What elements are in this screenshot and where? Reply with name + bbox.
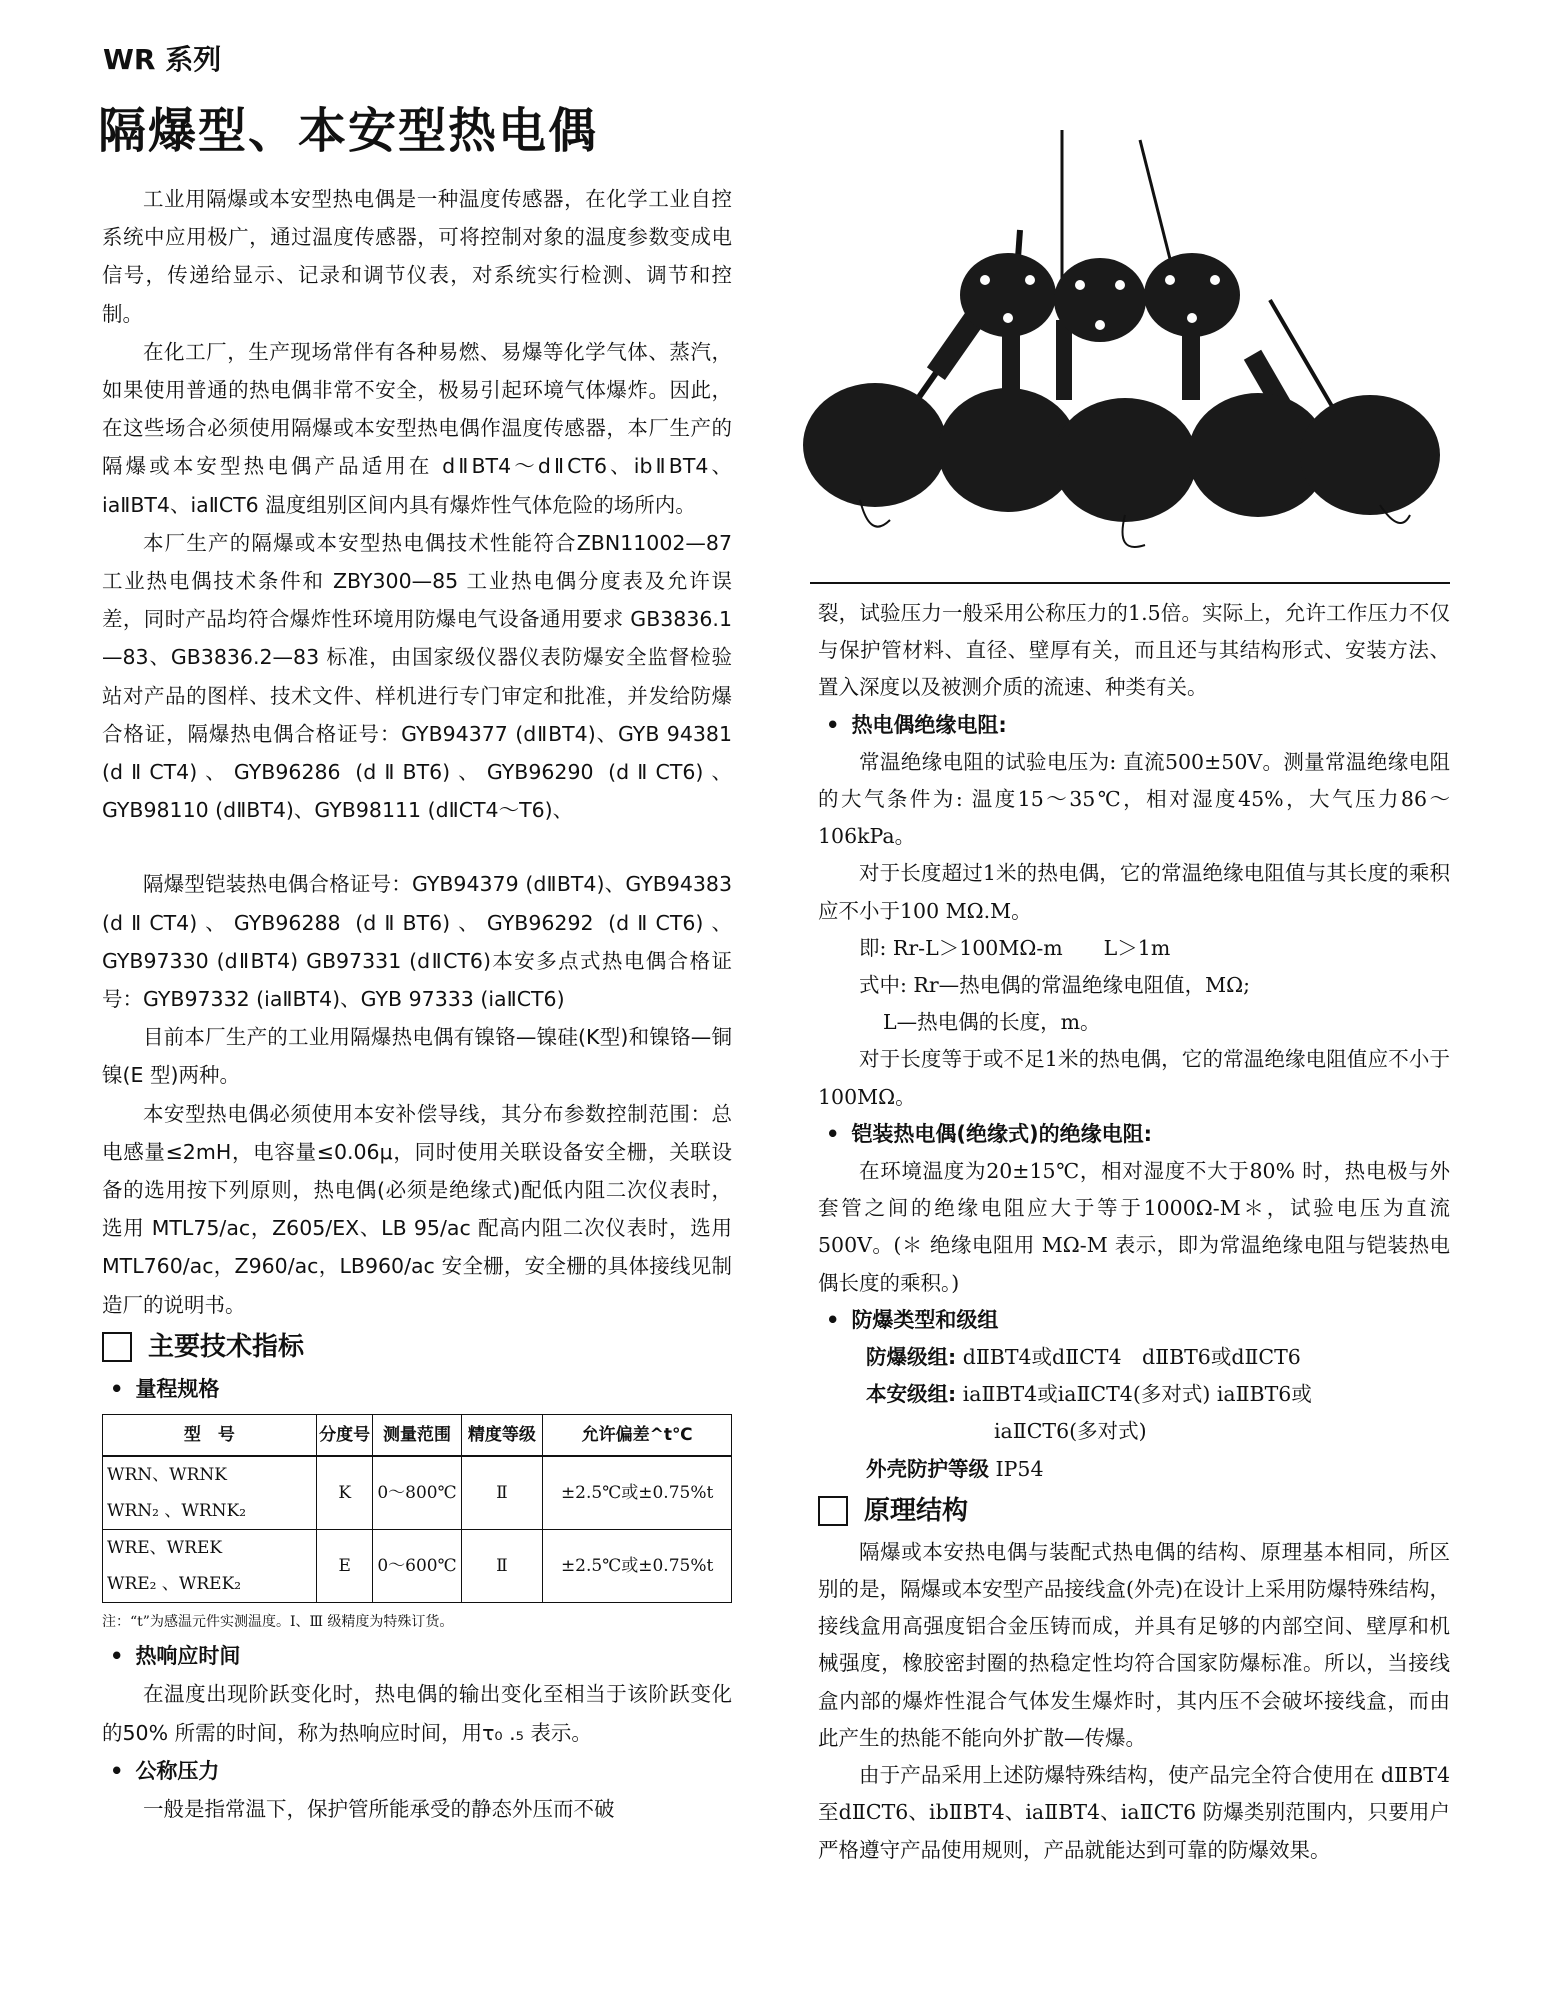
armored-cert-paragraph: 隔爆型铠装热电偶合格证号：GYB94379 (dⅡBT4)、GYB94383 (dⅡCT4)、GYB96288 (dⅡBT6)、GYB96292 (dⅡCT6)、GYB97330 (dⅡBT4) GB97331 (dⅡCT6)本安多点式热电偶合格证号：GYB97332 (iaⅡBT4)、GYB 97333 (iaⅡCT6) <box>102 872 732 1012</box>
formula-line: 即: Rr-L＞100MΩ-m L＞1m <box>859 935 1171 960</box>
insulation-paragraph: 常温绝缘电阻的试验电压为: 直流500±50V。测量常温绝缘电阻的大气条件为: 温度15～35℃，相对湿度45%，大气压力86～106kPa。 <box>818 749 1450 849</box>
intro-paragraph: 工业用隔爆或本安型热电偶是一种温度传感器，在化学工业自控系统中应用极广，通过温度传感器，可将控制对象的温度参数变成电信号，传递给显示、记录和调节仪表，对系统实行检测、调节和控制。 <box>102 187 732 326</box>
bullet-insulation: • 热电偶绝缘电阻: <box>826 712 1007 737</box>
short-length-paragraph: 对于长度等于或不足1米的热电偶，它的常温绝缘电阻值应不小于100MΩ。 <box>818 1047 1450 1109</box>
armored-paragraph: 在环境温度为20±15℃，相对湿度不大于80% 时，热电极与外套管之间的绝缘电阻应大于等于1000Ω-M＊，试验电压为直流500V。(＊ 绝缘电阻用 MΩ-M 表示，即为常温绝缘电阻与铠装热电偶长度的乘积。) <box>818 1159 1450 1295</box>
table-header: 型 号 <box>103 1415 317 1457</box>
column-divider <box>810 582 1450 584</box>
response-paragraph: 在温度出现阶跃变化时，热电偶的输出变化至相当于该阶跃变化的50% 所需的时间，称为热响应时间，用τ₀ .₅ 表示。 <box>102 1682 732 1745</box>
checkbox-square-icon <box>818 1496 848 1526</box>
page-title: 隔爆型、本安型热电偶 <box>98 103 599 159</box>
table-note: 注：“t”为感温元件实测温度。Ⅰ、Ⅲ 级精度为特殊订货。 <box>102 1614 454 1631</box>
table-header: 测量范围 <box>373 1415 461 1457</box>
product-photo <box>780 120 1470 560</box>
series-label: WR 系列 <box>103 43 222 76</box>
intrinsic-grade-line-2: iaⅡCT6(多对式) <box>994 1419 1147 1444</box>
formula-where: 式中: Rr—热电偶的常温绝缘电阻值，MΩ; <box>859 973 1251 998</box>
table-row: WRN、WRNK WRN₂ 、WRNK₂ K 0～800℃ Ⅱ ±2.5℃或±0.75%t <box>103 1456 732 1530</box>
intrinsic-grade-line: 本安级组: iaⅡBT4或iaⅡCT4(多对式) iaⅡBT6或 <box>866 1382 1312 1407</box>
bullet-range: • 量程规格 <box>110 1376 220 1401</box>
pressure-continued: 裂，试验压力一般采用公称压力的1.5倍。实际上，允许工作压力不仅与保护管材料、直径、壁厚有关，而且还与其结构形式、安装方法、置入深度以及被测介质的流速、种类有关。 <box>818 601 1450 700</box>
table-header: 分度号 <box>316 1415 373 1457</box>
table-header: 精度等级 <box>461 1415 543 1457</box>
spec-table <box>102 1414 732 1603</box>
conclusion-paragraph: 由于产品采用上述防爆特殊结构，使产品完全符合使用在 dⅡBT4 至dⅡCT6、ibⅡBT4、iaⅡBT4、iaⅡCT6 防爆类别范围内，只要用户严格遵守产品使用规则，产品就能达到可靠的防爆效果。 <box>818 1763 1450 1862</box>
section-heading-specs: 主要技术指标 <box>102 1324 732 1370</box>
structure-paragraph: 隔爆或本安热电偶与装配式热电偶的结构、原理基本相同，所区别的是，隔爆或本安型产品接线盒(外壳)在设计上采用防爆特殊结构，接线盒用高强度铝合金压铸而成，并具有足够的内部空间、壁厚和机械强度，橡胶密封圈的热稳定性均符合国家防爆标准。所以，当接线盒内部的爆炸性混合气体发生爆炸时，其内压不会破坏接线盒，而由此产生的热能不能向外扩散—传爆。 <box>818 1539 1450 1750</box>
hazard-paragraph: 在化工厂，生产现场常伴有各种易燃、易爆等化学气体、蒸汽，如果使用普通的热电偶非常不安全，极易引起环境气体爆炸。因此，在这些场合必须使用隔爆或本安型热电偶作温度传感器，本厂生产的隔爆或本安型热电偶产品适用在 dⅡBT4～dⅡCT6、ibⅡBT4、iaⅡBT4、iaⅡCT6 温度组别区间内具有爆炸性气体危险的场所内。 <box>102 339 732 517</box>
bullet-pressure: • 公称压力 <box>110 1758 220 1783</box>
explosion-grade-line: 防爆级组: dⅡBT4或dⅡCT4 dⅡBT6或dⅡCT6 <box>866 1345 1301 1370</box>
bullet-explosion: • 防爆类型和级组 <box>826 1307 999 1332</box>
pressure-paragraph: 一般是指常温下，保护管所能承受的静态外压而不破 <box>143 1796 615 1821</box>
right-column <box>818 595 1450 1869</box>
standards-paragraph: 本厂生产的隔爆或本安型热电偶技术性能符合ZBN11002—87 工业热电偶技术条件和 ZBY300—85 工业热电偶分度表及允许误差，同时产品均符合爆炸性环境用防爆电气设备通用要求 GB3836.1—83、GB3836.2—83 标准，由国家级仪器仪表防爆安全监督检验站对产品的图样、技术文件、样机进行专门审定和批准，并发给防爆合格证，隔爆热电偶合格证号：GYB94377 (dⅡBT4)、GYB 94381 (dⅡCT4)、GYB96286 (dⅡBT6)、GYB96290 (dⅡCT6)、GYB98110 (dⅡBT4)、GYB98111 (dⅡCT4～T6)、 <box>102 530 732 823</box>
length-paragraph: 对于长度超过1米的热电偶，它的常温绝缘电阻值与其长度的乘积应不小于100 MΩ.M。 <box>818 861 1450 923</box>
intrinsic-safety-paragraph: 本安型热电偶必须使用本安补偿导线，其分布参数控制范围：总电感量≤2mH，电容量≤0.06μ，同时使用关联设备安全栅，关联设备的选用按下列原则，热电偶(必须是绝缘式)配低内阻二次仪表时，选用 MTL75/ac，Z605/EX、LB 95/ac 配高内阻二次仪表时，选用 MTL760/ac，Z960/ac，LB960/ac 安全栅，安全栅的具体接线见制造厂的说明书。 <box>102 1101 732 1317</box>
checkbox-square-icon <box>102 1332 132 1362</box>
bullet-armored: • 铠装热电偶(绝缘式)的绝缘电阻: <box>826 1121 1153 1146</box>
formula-length: L—热电偶的长度，m。 <box>883 1010 1101 1035</box>
bullet-response: • 热响应时间 <box>110 1644 241 1669</box>
left-column <box>102 180 732 1828</box>
types-paragraph: 目前本厂生产的工业用隔爆热电偶有镍铬—镍硅(K型)和镍铬—铜镍(E 型)两种。 <box>102 1025 732 1088</box>
table-row: WRE、WREK WRE₂ 、WREK₂ E 0～600℃ Ⅱ ±2.5℃或±0.75%t <box>103 1530 732 1603</box>
table-header: 允许偏差^t℃ <box>543 1415 732 1457</box>
section-heading-structure: 原理结构 <box>818 1488 1450 1534</box>
enclosure-protection-line: 外壳防护等级 IP54 <box>866 1456 1044 1481</box>
